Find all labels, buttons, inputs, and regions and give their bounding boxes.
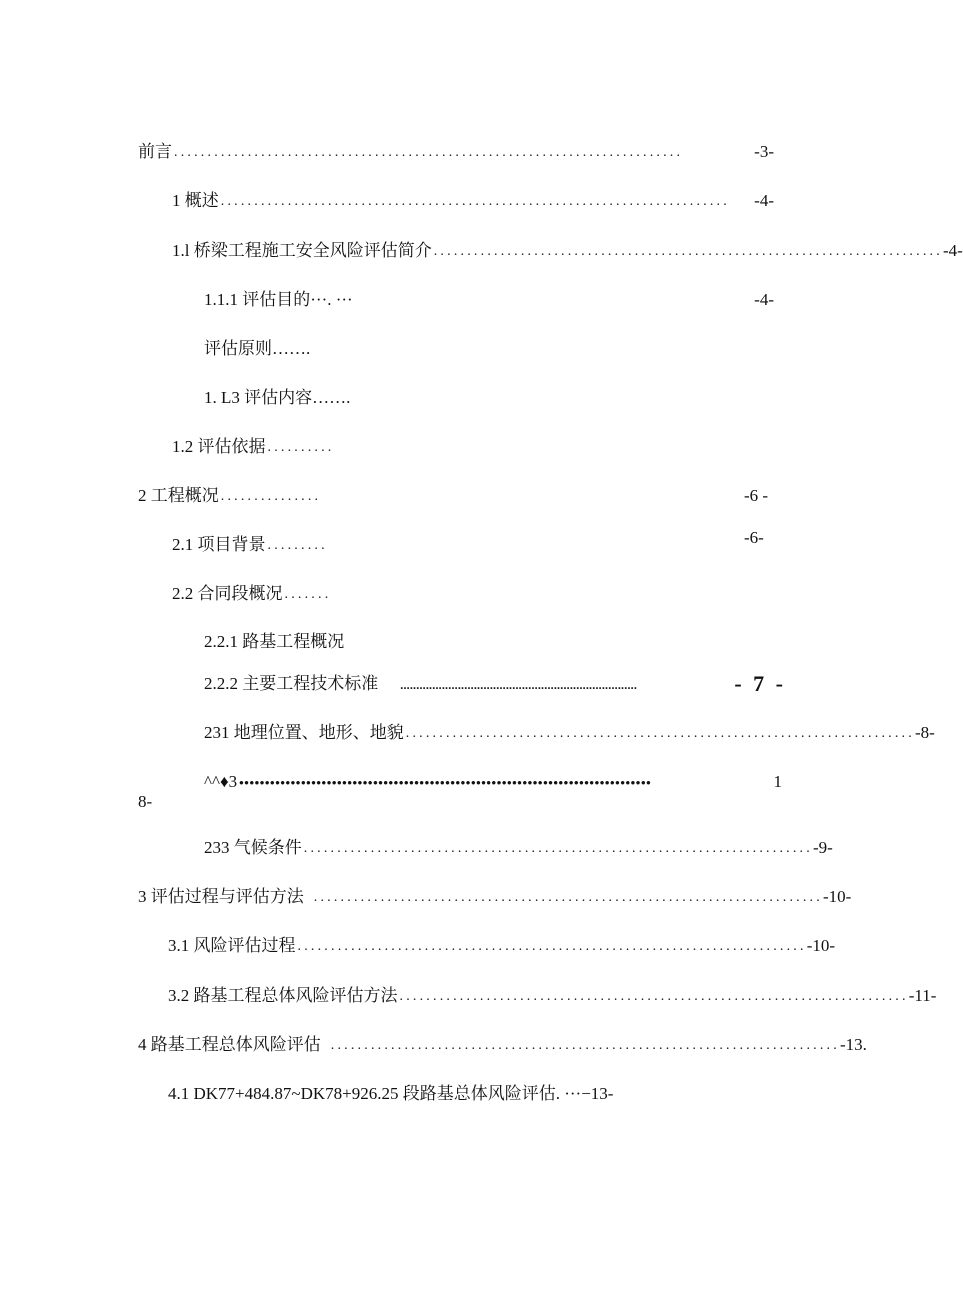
toc-entry-page: -10-	[806, 936, 836, 955]
toc-entry-label: 评估原则…….	[204, 339, 311, 358]
toc-entry-preface[interactable]	[138, 138, 774, 162]
toc-entry-page: -4-	[754, 290, 774, 309]
toc-entry-label: 1. L3 评估内容…….	[204, 388, 351, 407]
toc-entry-page: -6 -	[744, 486, 769, 505]
toc-entry-leader: ............................................................................	[220, 194, 730, 209]
toc-entry-leader: ............................................................................	[433, 244, 943, 259]
toc-entry-leader: ............................................................................	[405, 726, 915, 741]
toc-entry-page: -6-	[744, 528, 764, 547]
toc-entry-leader: ............................................................................	[303, 841, 813, 856]
toc-entry-3-1[interactable]	[168, 932, 836, 956]
toc-entry-leader: ............................................................................	[313, 890, 823, 905]
toc-entry-leader: ..........................................................................	[400, 678, 638, 692]
toc-entry-page: −13-	[581, 1084, 614, 1103]
toc-entry-leader: ............................................................................	[174, 145, 684, 160]
toc-entry-2-3-2[interactable]	[204, 768, 782, 792]
toc-entry-4[interactable]	[138, 1031, 867, 1055]
toc-entry-2[interactable]	[138, 482, 368, 506]
toc-entry-page: -13.	[839, 1035, 867, 1054]
toc-entry-page: 1	[773, 772, 782, 791]
toc-entry-2-2[interactable]	[172, 580, 368, 604]
toc-entry-page: -8-	[914, 723, 935, 742]
toc-entry-page: -4-	[754, 191, 774, 210]
toc-entry-3-2[interactable]	[168, 982, 937, 1006]
toc-entry-label: 1.1.1 评估目的···. ···	[204, 290, 353, 309]
toc-entry-1-1-3[interactable]	[204, 384, 504, 408]
toc-entry-label: 2 工程概况	[138, 486, 219, 505]
toc-entry-label: 233 气候条件	[204, 838, 302, 857]
toc-entry-leader: ............................................................................	[330, 1038, 840, 1053]
toc-entry-leader: ••••••••••••••••••••••••••••••••••••••••••••••••••••••••••••••••••••••••••••••••	[239, 775, 652, 790]
toc-entry-leader: ............................................................................	[297, 939, 807, 954]
toc-entry-label: ^^♦3	[204, 772, 238, 791]
toc-entry-label: 1.2 评估依据	[172, 437, 266, 456]
toc-entry-leader: .........	[267, 538, 328, 553]
toc-entry-label: 2.1 项目背景	[172, 535, 266, 554]
toc-entry-2-2-2[interactable]	[204, 670, 786, 694]
toc-entry-label: 4 路基工程总体风险评估	[138, 1035, 321, 1054]
toc-entry-1-1-1[interactable]	[204, 286, 774, 310]
toc-entry-page: -4-	[942, 241, 963, 260]
toc-entry-1-1[interactable]	[172, 237, 963, 261]
toc-entry-1[interactable]	[172, 187, 774, 211]
toc-entry-label: 3 评估过程与评估方法	[138, 887, 304, 906]
toc-entry-2-3-3[interactable]	[204, 834, 833, 858]
toc-entry-4-1[interactable]	[168, 1080, 688, 1104]
toc-entry-label: 2.2.2 主要工程技术标准	[204, 674, 379, 693]
toc-entry-page: -9-	[812, 838, 833, 857]
toc-entry-label: 3.2 路基工程总体风险评估方法	[168, 986, 398, 1005]
toc-entry-label: 231 地理位置、地形、地貌	[204, 723, 404, 742]
toc-entry-label: 2.2.1 路基工程概况	[204, 632, 345, 651]
toc-entry-label: 1.l 桥梁工程施工安全风险评估简介	[172, 241, 432, 260]
toc-entry-page: - 7 -	[734, 671, 786, 696]
toc-entry-page: -10-	[822, 887, 852, 906]
toc-entry-page-wrap: 8-	[138, 792, 153, 811]
toc-entry-leader: ..........	[267, 440, 335, 455]
toc-entry-label: 2.2 合同段概况	[172, 584, 283, 603]
toc-entry-leader: ............................................................................	[399, 989, 909, 1004]
toc-entry-label: 4.1 DK77+484.87~DK78+926.25 段路基总体风险评估. ···	[168, 1084, 582, 1103]
toc-entry-leader: .......	[284, 587, 332, 602]
toc-entry-label: 前言	[138, 142, 172, 161]
toc-entry-1-1-2[interactable]	[204, 335, 504, 359]
toc-entry-leader: ...............	[220, 489, 322, 504]
toc-entry-page: -11-	[908, 986, 937, 1005]
toc-entry-label: 1 概述	[172, 191, 219, 210]
toc-entry-2-1[interactable]	[172, 531, 368, 555]
toc-entry-page: -3-	[754, 142, 774, 161]
toc-entry-label: 3.1 风险评估过程	[168, 936, 296, 955]
toc-entry-2-3-1[interactable]	[204, 719, 935, 743]
toc-entry-1-2[interactable]	[172, 433, 368, 457]
toc-entry-2-2-1[interactable]	[204, 628, 504, 652]
toc-entry-3[interactable]	[138, 883, 852, 907]
